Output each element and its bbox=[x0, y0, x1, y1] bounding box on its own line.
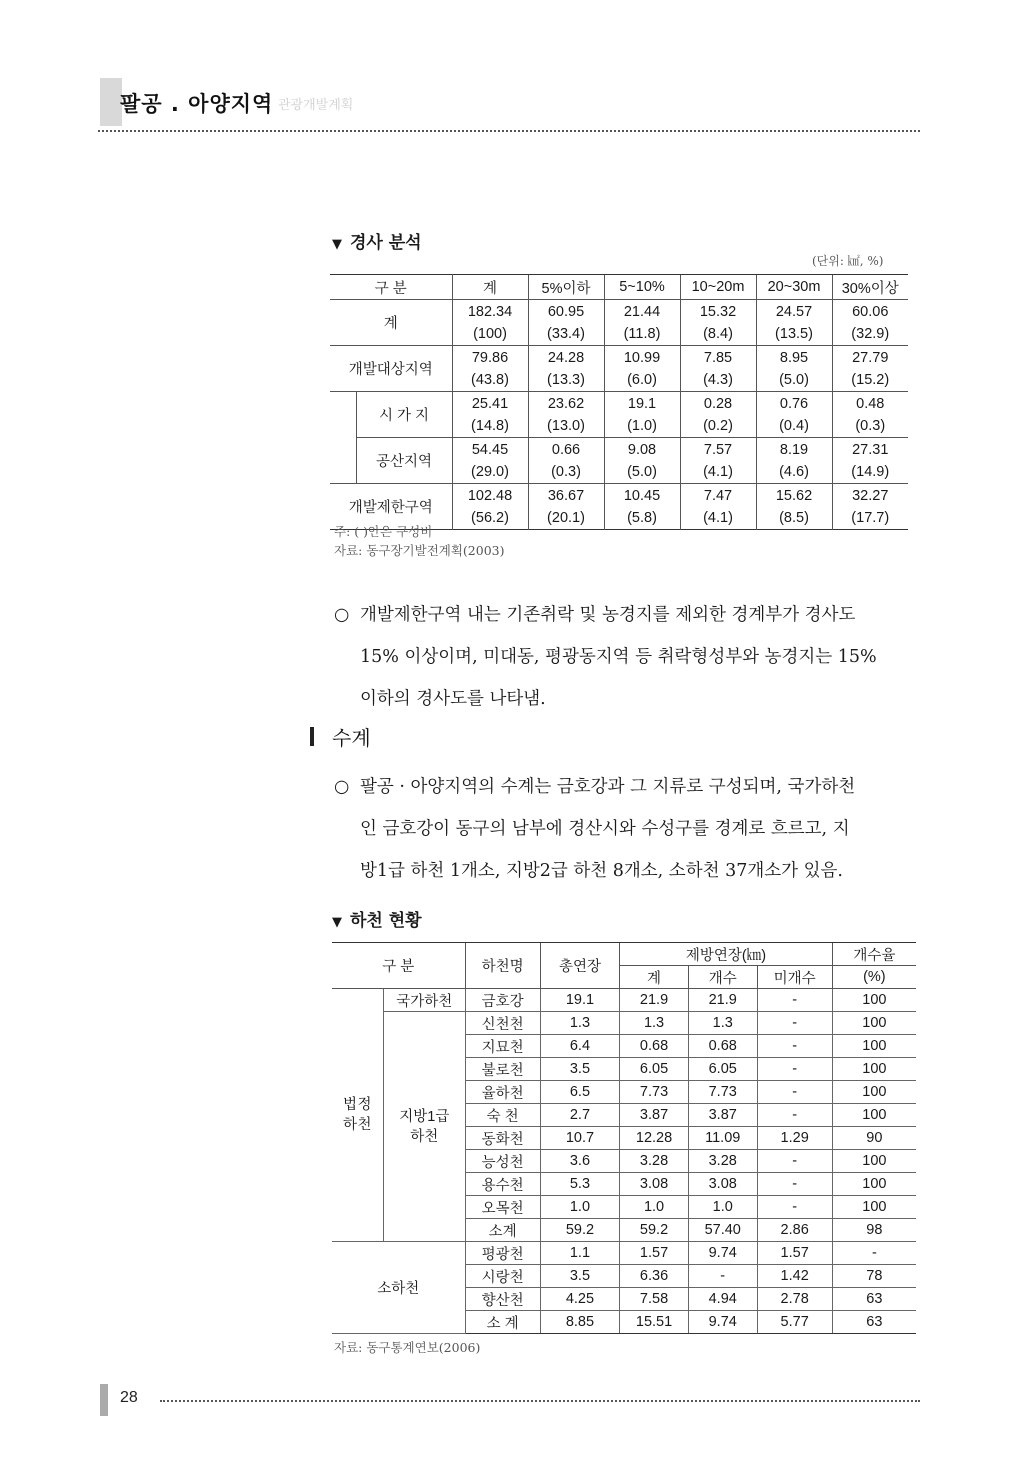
cell-share: (0.4) bbox=[779, 417, 809, 434]
triangle-down-icon: ▼ bbox=[332, 915, 342, 930]
cell-levee-undone: - bbox=[757, 1104, 832, 1127]
cell-rate: 100 bbox=[832, 1150, 916, 1173]
cell-value: 0.28 bbox=[703, 395, 733, 412]
paragraph-line: 인 금호강이 동구의 남부에 경산시와 수성구를 경계로 흐르고, 지 bbox=[360, 819, 850, 839]
cell-value: 27.79 bbox=[852, 349, 889, 366]
cell-total: 3.6 bbox=[540, 1150, 619, 1173]
cell-value: 10.99 bbox=[623, 349, 661, 366]
cell-levee-total: 21.9 bbox=[620, 989, 689, 1012]
cell-levee-total: 6.36 bbox=[620, 1265, 689, 1288]
col-header-levee: 제방연장(㎞) bbox=[620, 943, 833, 966]
cell-share: (17.7) bbox=[851, 509, 890, 526]
river-name: 지묘천 bbox=[465, 1035, 540, 1058]
river-name: 율하천 bbox=[465, 1081, 540, 1104]
cell-levee-undone: - bbox=[757, 1150, 832, 1173]
cell-value: 27.31 bbox=[852, 441, 889, 458]
cell-value: 36.67 bbox=[547, 487, 585, 504]
cell-value: 23.62 bbox=[547, 395, 585, 412]
cell-share: (100) bbox=[473, 325, 507, 342]
cell-value: 54.45 bbox=[471, 441, 509, 458]
cell-share: (8.5) bbox=[779, 509, 809, 526]
cell-levee-undone: 5.77 bbox=[757, 1311, 832, 1334]
cell-share: (56.2) bbox=[471, 509, 509, 526]
subgroup-local1-line: 하천 bbox=[410, 1128, 439, 1145]
paragraph-line: 팔공 · 아양지역의 수계는 금호강과 그 지류로 구성되며, 국가하천 bbox=[360, 777, 856, 797]
cell-share: (13.3) bbox=[547, 371, 585, 388]
river-name: 소 계 bbox=[465, 1311, 540, 1334]
cell-levee-done: 3.87 bbox=[688, 1104, 757, 1127]
running-header-title: 팔공 . 아양지역 bbox=[120, 92, 274, 116]
cell-share: (0.3) bbox=[855, 417, 886, 434]
cell-levee-total: 7.73 bbox=[620, 1081, 689, 1104]
cell-levee-undone: - bbox=[757, 1012, 832, 1035]
slope-heading-text: 경사 분석 bbox=[350, 233, 422, 253]
col-header: 계 bbox=[452, 275, 528, 300]
cell-share: (29.0) bbox=[471, 463, 509, 480]
col-header-rate: 개수율 bbox=[832, 943, 916, 966]
cell-levee-total: 59.2 bbox=[620, 1219, 689, 1242]
river-name: 향산천 bbox=[465, 1288, 540, 1311]
cell-value: 7.47 bbox=[703, 487, 733, 504]
cell-share: (5.0) bbox=[779, 371, 809, 388]
table-row bbox=[330, 438, 908, 484]
cell-levee-total: 3.08 bbox=[620, 1173, 689, 1196]
cell-levee-undone: - bbox=[757, 989, 832, 1012]
cell-levee-done: 1.0 bbox=[688, 1196, 757, 1219]
table-row bbox=[332, 989, 916, 1012]
cell-share: (14.8) bbox=[471, 417, 509, 434]
cell-value: 24.28 bbox=[547, 349, 585, 366]
bullet-circle-icon: ○ bbox=[334, 605, 350, 625]
cell-share: (14.9) bbox=[851, 463, 890, 480]
cell-share: (1.0) bbox=[627, 417, 657, 434]
cell-rate: 78 bbox=[832, 1265, 916, 1288]
cell-levee-total: 0.68 bbox=[620, 1035, 689, 1058]
cell-levee-done: 3.28 bbox=[688, 1150, 757, 1173]
cell-share: (0.3) bbox=[551, 463, 581, 480]
col-header: 10~20m bbox=[680, 275, 756, 300]
col-header-total: 총연장 bbox=[540, 943, 619, 989]
cell-rate: 63 bbox=[832, 1288, 916, 1311]
cell-total: 1.0 bbox=[540, 1196, 619, 1219]
cell-levee-done: 6.05 bbox=[688, 1058, 757, 1081]
cell-share: (5.8) bbox=[627, 509, 657, 526]
cell-total: 6.5 bbox=[540, 1081, 619, 1104]
river-name: 능성천 bbox=[465, 1150, 540, 1173]
cell-value: 24.57 bbox=[775, 303, 813, 320]
subgroup-local1-line: 지방1급 bbox=[399, 1108, 450, 1125]
river-name: 평광천 bbox=[465, 1242, 540, 1265]
table-row bbox=[330, 300, 908, 346]
cell-rate: 100 bbox=[832, 989, 916, 1012]
cell-total: 10.7 bbox=[540, 1127, 619, 1150]
cell-levee-total: 6.05 bbox=[620, 1058, 689, 1081]
cell-levee-total: 1.3 bbox=[620, 1012, 689, 1035]
cell-levee-done: 21.9 bbox=[688, 989, 757, 1012]
paragraph-line: 15% 이상이며, 미대동, 평광동지역 등 취락형성부와 농경지는 15% bbox=[360, 647, 877, 667]
cell-value: 0.66 bbox=[551, 441, 581, 458]
footer-accent-bar bbox=[100, 1384, 108, 1416]
cell-total: 6.4 bbox=[540, 1035, 619, 1058]
cell-levee-total: 3.87 bbox=[620, 1104, 689, 1127]
col-header-levee-done: 개수 bbox=[688, 966, 757, 989]
cell-total: 59.2 bbox=[540, 1219, 619, 1242]
cell-share: (8.4) bbox=[703, 325, 733, 342]
cell-levee-undone: - bbox=[757, 1081, 832, 1104]
cell-share: (6.0) bbox=[627, 371, 657, 388]
group-small-river: 소하천 bbox=[332, 1242, 465, 1334]
cell-value: 102.48 bbox=[467, 487, 513, 504]
cell-levee-undone: - bbox=[757, 1173, 832, 1196]
col-header-name: 하천명 bbox=[465, 943, 540, 989]
cell-levee-total: 1.57 bbox=[620, 1242, 689, 1265]
cell-value: 7.85 bbox=[703, 349, 733, 366]
cell-value: 15.62 bbox=[775, 487, 813, 504]
cell-total: 1.1 bbox=[540, 1242, 619, 1265]
cell-levee-total: 7.58 bbox=[620, 1288, 689, 1311]
subgroup-local1 bbox=[384, 1012, 466, 1242]
cell-value: 19.1 bbox=[627, 395, 657, 412]
cell-levee-done: 7.73 bbox=[688, 1081, 757, 1104]
cell-total: 19.1 bbox=[540, 989, 619, 1012]
cell-levee-done: 9.74 bbox=[688, 1242, 757, 1265]
cell-levee-undone: - bbox=[757, 1058, 832, 1081]
section-title: 수계 bbox=[332, 726, 371, 750]
cell-share: (4.1) bbox=[703, 463, 733, 480]
col-header: 30%이상 bbox=[832, 275, 908, 300]
cell-value: 60.06 bbox=[852, 303, 889, 320]
cell-share: (4.6) bbox=[779, 463, 809, 480]
paragraph-line: 개발제한구역 내는 기존취락 및 농경지를 제외한 경계부가 경사도 bbox=[360, 605, 856, 625]
cell-share: (13.5) bbox=[775, 325, 813, 342]
river-name: 불로천 bbox=[465, 1058, 540, 1081]
cell-rate: 100 bbox=[832, 1173, 916, 1196]
cell-share: (5.0) bbox=[627, 463, 657, 480]
cell-share: (20.1) bbox=[547, 509, 585, 526]
cell-levee-undone: - bbox=[757, 1196, 832, 1219]
section-marker-bar bbox=[310, 727, 314, 746]
river-name: 동화천 bbox=[465, 1127, 540, 1150]
cell-levee-total: 15.51 bbox=[620, 1311, 689, 1334]
river-name: 소계 bbox=[465, 1219, 540, 1242]
cell-levee-done: 3.08 bbox=[688, 1173, 757, 1196]
col-header-levee-total: 계 bbox=[620, 966, 689, 989]
cell-levee-total: 12.28 bbox=[620, 1127, 689, 1150]
cell-levee-undone: 2.86 bbox=[757, 1219, 832, 1242]
cell-value: 0.48 bbox=[856, 395, 885, 412]
cell-rate: 100 bbox=[832, 1081, 916, 1104]
slope-table-source: 자료: 동구장기발전계획(2003) bbox=[334, 543, 505, 558]
cell-value: 60.95 bbox=[547, 303, 585, 320]
cell-total: 1.3 bbox=[540, 1012, 619, 1035]
cell-rate: 63 bbox=[832, 1311, 916, 1334]
cell-value: 15.32 bbox=[699, 303, 737, 320]
cell-rate: 100 bbox=[832, 1196, 916, 1219]
cell-levee-undone: 2.78 bbox=[757, 1288, 832, 1311]
cell-share: (43.8) bbox=[471, 371, 509, 388]
col-header-category: 구 분 bbox=[332, 943, 465, 989]
footer-dotted-rule bbox=[160, 1400, 920, 1402]
cell-levee-done: 0.68 bbox=[688, 1035, 757, 1058]
col-header: 5%이하 bbox=[528, 275, 604, 300]
cell-rate: 100 bbox=[832, 1058, 916, 1081]
cell-levee-done: 4.94 bbox=[688, 1288, 757, 1311]
cell-levee-done: 9.74 bbox=[688, 1311, 757, 1334]
cell-total: 3.5 bbox=[540, 1265, 619, 1288]
cell-rate: - bbox=[832, 1242, 916, 1265]
cell-value: 7.57 bbox=[703, 441, 733, 458]
paragraph-line: 방1급 하천 1개소, 지방2급 하천 8개소, 소하천 37개소가 있음. bbox=[360, 861, 843, 881]
running-header-subtitle: 관광개발계획 bbox=[278, 98, 354, 113]
header-accent-bar bbox=[100, 78, 122, 126]
slope-table bbox=[330, 274, 908, 530]
cell-levee-done: 1.3 bbox=[688, 1012, 757, 1035]
cell-total: 3.5 bbox=[540, 1058, 619, 1081]
triangle-down-icon: ▼ bbox=[332, 237, 342, 252]
river-table-source: 자료: 동구통계연보(2006) bbox=[334, 1340, 481, 1355]
cell-share: (4.1) bbox=[703, 509, 733, 526]
row-label: 시 가 지 bbox=[356, 392, 452, 438]
river-name: 용수천 bbox=[465, 1173, 540, 1196]
river-name: 숙 천 bbox=[465, 1104, 540, 1127]
cell-share: (15.2) bbox=[851, 371, 890, 388]
slope-table-note: 주: ( )안은 구성비 bbox=[334, 524, 433, 539]
river-name: 신천천 bbox=[465, 1012, 540, 1035]
group-legal-river: 법정 하천 bbox=[332, 989, 384, 1242]
cell-value: 10.45 bbox=[623, 487, 661, 504]
cell-value: 79.86 bbox=[471, 349, 509, 366]
indent-cell bbox=[330, 392, 356, 484]
row-label: 공산지역 bbox=[356, 438, 452, 484]
paragraph-line: 이하의 경사도를 나타냄. bbox=[360, 689, 546, 709]
cell-value: 8.19 bbox=[779, 441, 809, 458]
cell-total: 2.7 bbox=[540, 1104, 619, 1127]
cell-rate: 98 bbox=[832, 1219, 916, 1242]
cell-total: 4.25 bbox=[540, 1288, 619, 1311]
cell-levee-undone: - bbox=[757, 1035, 832, 1058]
paragraph-slope bbox=[334, 594, 920, 720]
col-header-rate-unit: (%) bbox=[832, 966, 916, 989]
cell-levee-undone: 1.29 bbox=[757, 1127, 832, 1150]
subgroup-national: 국가하천 bbox=[384, 989, 466, 1012]
cell-total: 8.85 bbox=[540, 1311, 619, 1334]
cell-total: 5.3 bbox=[540, 1173, 619, 1196]
cell-share: (13.0) bbox=[547, 417, 585, 434]
header-dotted-rule bbox=[98, 130, 920, 132]
cell-value: 21.44 bbox=[623, 303, 661, 320]
table-row bbox=[330, 392, 908, 438]
table-row bbox=[332, 1012, 916, 1035]
col-header: 5~10% bbox=[604, 275, 680, 300]
river-table-heading bbox=[332, 906, 422, 931]
cell-value: 32.27 bbox=[852, 487, 889, 504]
bullet-circle-icon: ○ bbox=[334, 777, 350, 797]
cell-levee-total: 3.28 bbox=[620, 1150, 689, 1173]
cell-value: 8.95 bbox=[779, 349, 809, 366]
cell-rate: 100 bbox=[832, 1035, 916, 1058]
river-name: 시랑천 bbox=[465, 1265, 540, 1288]
cell-share: (11.8) bbox=[623, 325, 661, 342]
cell-value: 0.76 bbox=[779, 395, 809, 412]
cell-levee-done: - bbox=[688, 1265, 757, 1288]
col-header: 20~30m bbox=[756, 275, 832, 300]
row-label: 개발대상지역 bbox=[330, 346, 452, 392]
cell-value: 182.34 bbox=[467, 303, 513, 320]
river-heading-text: 하천 현황 bbox=[350, 911, 422, 931]
cell-levee-done: 11.09 bbox=[688, 1127, 757, 1150]
slope-table-heading bbox=[332, 228, 422, 253]
cell-levee-done: 57.40 bbox=[688, 1219, 757, 1242]
cell-rate: 100 bbox=[832, 1104, 916, 1127]
cell-share: (33.4) bbox=[547, 325, 585, 342]
row-label: 계 bbox=[330, 300, 452, 346]
river-name: 금호강 bbox=[465, 989, 540, 1012]
cell-share: (32.9) bbox=[851, 325, 890, 342]
cell-levee-undone: 1.42 bbox=[757, 1265, 832, 1288]
river-table bbox=[332, 942, 916, 1334]
slope-unit: (단위: ㎢, %) bbox=[812, 254, 884, 268]
col-header: 구 분 bbox=[330, 275, 452, 300]
table-row bbox=[332, 1242, 916, 1265]
cell-rate: 100 bbox=[832, 1012, 916, 1035]
cell-levee-total: 1.0 bbox=[620, 1196, 689, 1219]
cell-share: (0.2) bbox=[703, 417, 733, 434]
cell-levee-undone: 1.57 bbox=[757, 1242, 832, 1265]
cell-share: (4.3) bbox=[703, 371, 733, 388]
page-number: 28 bbox=[120, 1389, 138, 1406]
cell-rate: 90 bbox=[832, 1127, 916, 1150]
table-row bbox=[330, 346, 908, 392]
river-name: 오목천 bbox=[465, 1196, 540, 1219]
paragraph-water-system bbox=[334, 766, 920, 892]
col-header-levee-undone: 미개수 bbox=[757, 966, 832, 989]
cell-value: 9.08 bbox=[627, 441, 657, 458]
cell-value: 25.41 bbox=[471, 395, 509, 412]
row-label: 개발제한구역 bbox=[330, 484, 452, 530]
